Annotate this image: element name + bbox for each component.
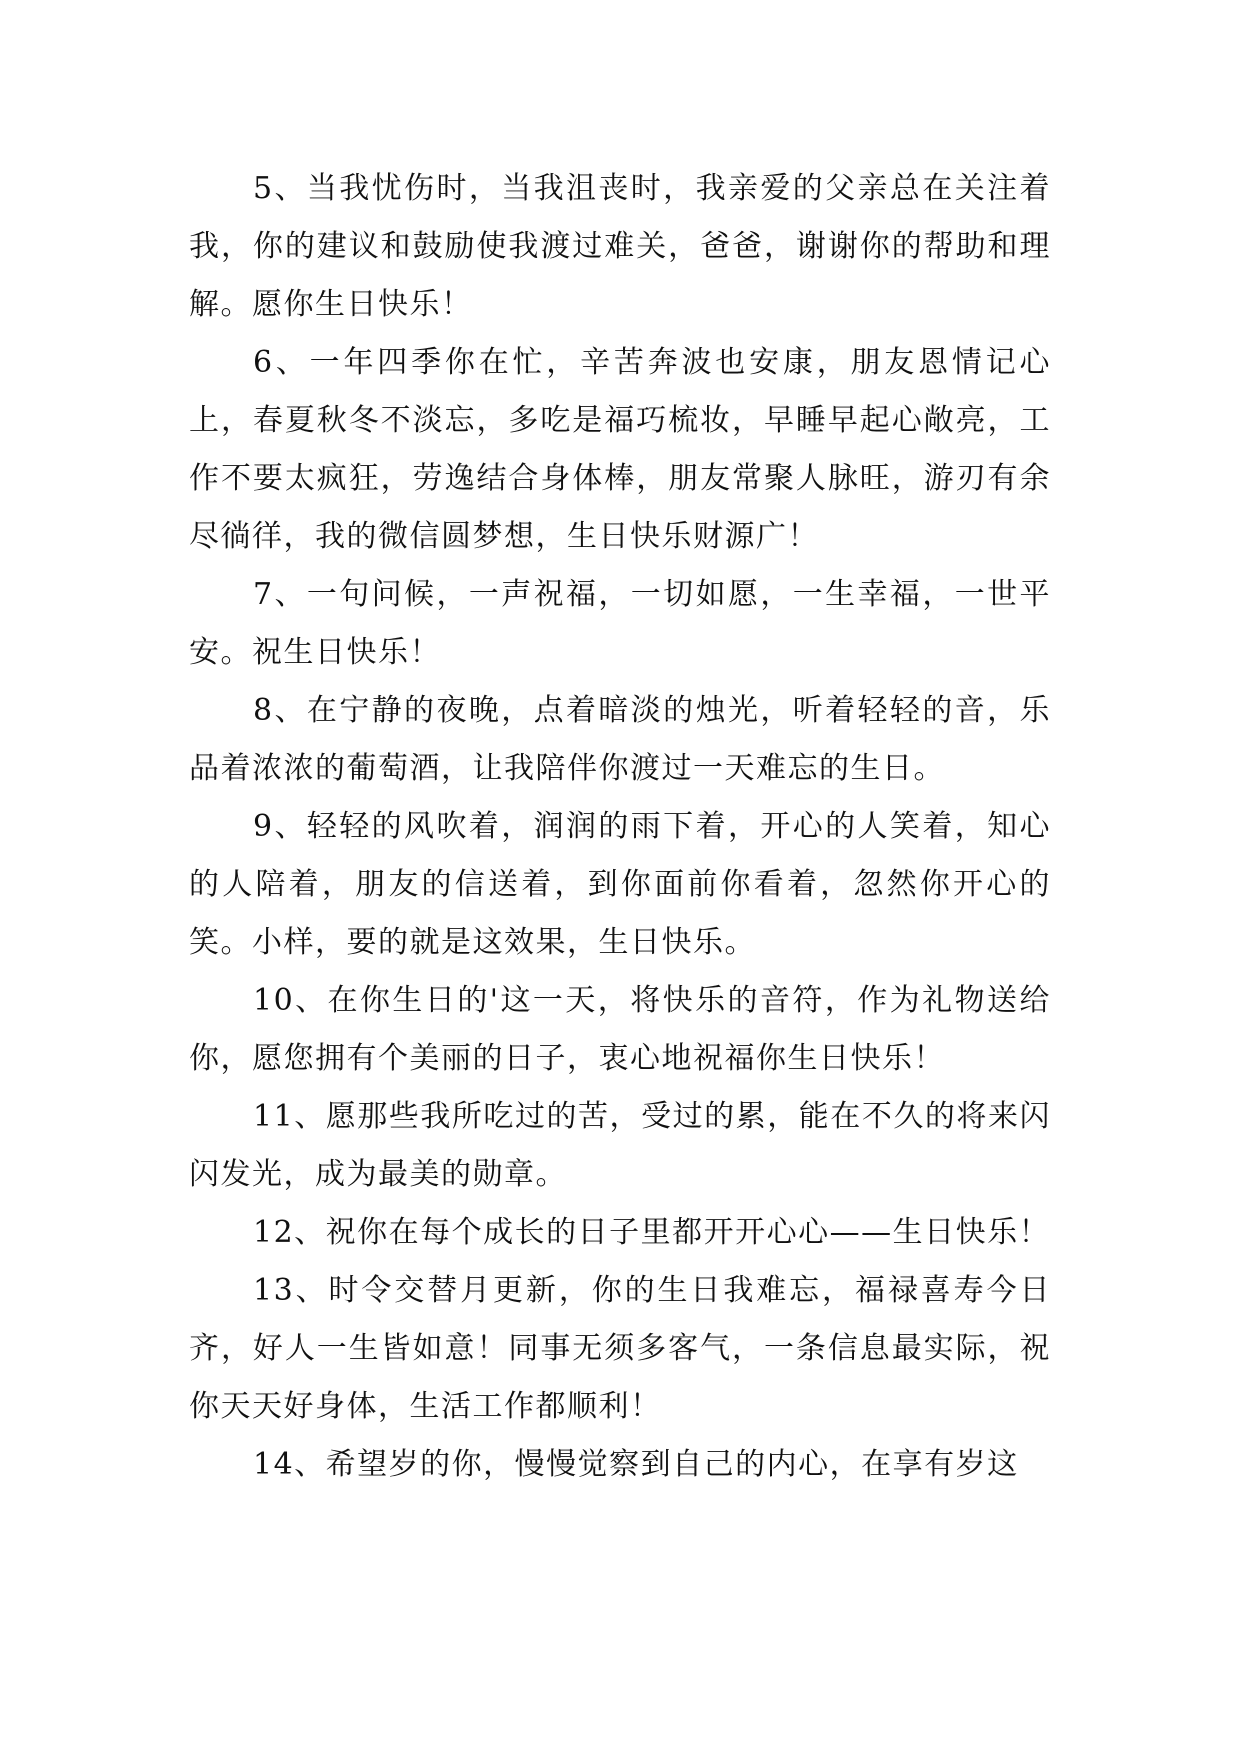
paragraph-5: 5、当我忧伤时，当我沮丧时，我亲爱的父亲总在关注着我，你的建议和鼓励使我渡过难关，爸爸，谢谢你的帮助和理解。愿你生日快乐！ bbox=[189, 171, 1051, 322]
paragraph-12: 12、祝你在每个成长的日子里都开开心心——生日快乐！ bbox=[253, 1215, 1051, 1250]
paragraph-14: 14、希望岁的你，慢慢觉察到自己的内心，在享有岁这 bbox=[253, 1447, 1019, 1482]
paragraph-7: 7、一句问候，一声祝福，一切如愿，一生幸福，一世平安。祝生日快乐！ bbox=[189, 577, 1051, 670]
paragraph-9: 9、轻轻的风吹着，润润的雨下着，开心的人笑着，知心的人陪着，朋友的信送着，到你面前你看着，忽然你开心的笑。小样，要的就是这效果，生日快乐。 bbox=[189, 809, 1051, 960]
paragraph-6: 6、一年四季你在忙，辛苦奔波也安康，朋友恩情记心上，春夏秋冬不淡忘，多吃是福巧梳妆，早睡早起心敞亮，工作不要太疯狂，劳逸结合身体棒，朋友常聚人脉旺，游刃有余尽徜徉，我的微信圆梦想，生日快乐财源广！ bbox=[189, 345, 1051, 554]
paragraph-10: 10、在你生日的'这一天，将快乐的音符，作为礼物送给你，愿您拥有个美丽的日子，衷心地祝福你生日快乐！ bbox=[189, 983, 1051, 1076]
paragraph-8: 8、在宁静的夜晚，点着暗淡的烛光，听着轻轻的音，乐品着浓浓的葡萄酒，让我陪伴你渡过一天难忘的生日。 bbox=[189, 693, 1051, 786]
paragraph-11: 11、愿那些我所吃过的苦，受过的累，能在不久的将来闪闪发光，成为最美的勋章。 bbox=[189, 1099, 1051, 1192]
document-body bbox=[189, 160, 1051, 1494]
paragraph-13: 13、时令交替月更新，你的生日我难忘，福禄喜寿今日齐，好人一生皆如意！同事无须多客气，一条信息最实际，祝你天天好身体，生活工作都顺利！ bbox=[189, 1273, 1051, 1424]
